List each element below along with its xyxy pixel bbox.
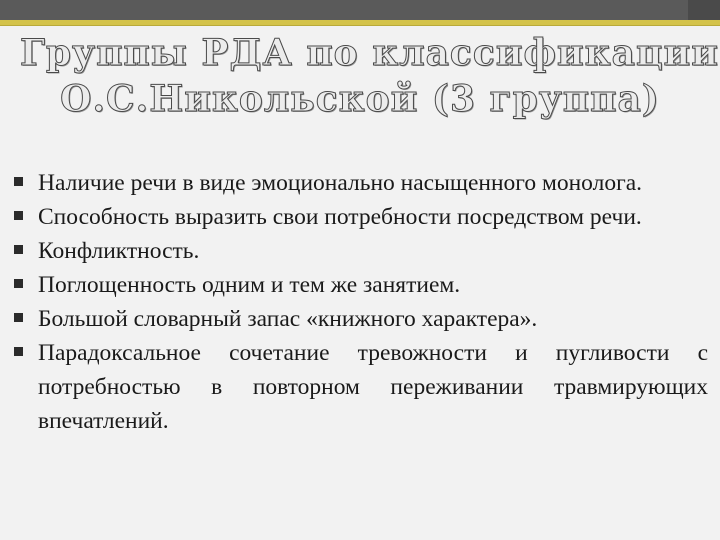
bullet-text: Большой словарный запас «книжного характера». (38, 306, 538, 332)
square-bullet-icon (14, 177, 23, 186)
slide-title (20, 30, 719, 122)
bullet-item (14, 268, 708, 302)
accent-stripe-shadow (0, 25, 720, 26)
square-bullet-icon (14, 279, 23, 288)
square-bullet-icon (14, 313, 23, 322)
bullet-item (14, 166, 708, 200)
bullet-item (14, 234, 708, 268)
bullet-item (14, 302, 708, 336)
bullet-text: Конфликтность. (38, 238, 200, 264)
title-line-1: Группы РДА по классификации (20, 32, 719, 74)
square-bullet-icon (14, 347, 23, 356)
title-line-2: О.С.Никольской (3 группа) (60, 78, 660, 120)
bullet-list (14, 166, 708, 438)
square-bullet-icon (14, 211, 23, 220)
slide-top-bar (0, 0, 720, 20)
bullet-text: Наличие речи в виде эмоционально насыщенного монолога. (38, 170, 643, 196)
bullet-item (14, 200, 708, 234)
square-bullet-icon (14, 245, 23, 254)
bullet-text: Парадоксальное сочетание тревожности и пугливости с потребностью в повторном переживании травмирующих впечатлений. (38, 340, 708, 434)
top-bar-corner (688, 0, 720, 20)
bullet-item (14, 336, 708, 438)
bullet-text: Способность выразить свои потребности посредством речи. (38, 204, 642, 230)
bullet-text: Поглощенность одним и тем же занятием. (38, 272, 461, 298)
